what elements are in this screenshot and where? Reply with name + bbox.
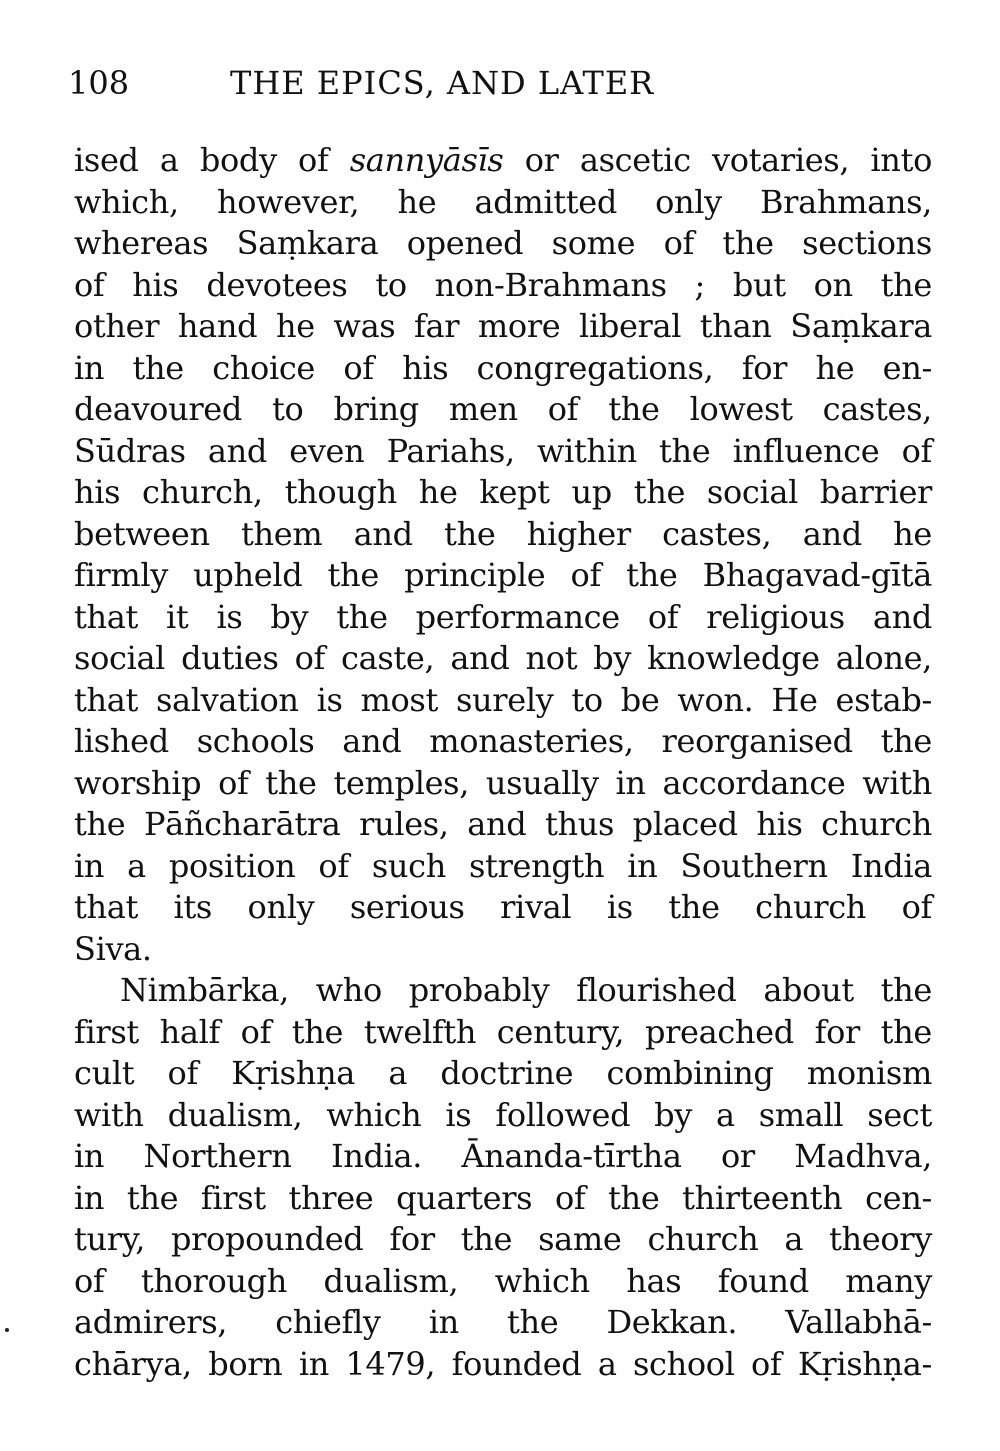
paragraph-end-line: Siva. <box>74 929 152 968</box>
text-line: in the choice of his congregations, for he en- <box>74 348 932 387</box>
text-line: the Pāñcharātra rules, and thus placed his church <box>74 805 932 843</box>
text-line: that it is by the performance of religious and <box>74 597 932 636</box>
text-line: first half of the twelfth century, preached for the <box>74 1012 932 1051</box>
text-line: that salvation is most surely to be won. He estab- <box>74 680 932 719</box>
text-line: deavoured to bring men of the lowest castes, <box>74 390 932 428</box>
text-line: his church, though he kept up the social barrier <box>74 473 932 511</box>
running-header <box>68 58 938 108</box>
text-line: with dualism, which is followed by a small sect <box>74 1095 932 1134</box>
text-line: chārya, born in 1479, founded a school of Kṛishṇa- <box>74 1344 932 1383</box>
text-line: social duties of caste, and not by knowledge alone, <box>74 639 932 677</box>
margin-speck <box>5 1328 9 1332</box>
text-line: in Northern India. Ānanda-tīrtha or Madhva, <box>74 1137 932 1175</box>
text-line: whereas Saṃkara opened some of the sections <box>74 224 932 262</box>
text-line: tury, propounded for the same church a theory <box>74 1220 932 1258</box>
text-line: in a position of such strength in Southern India <box>74 846 932 885</box>
text-line: worship of the temples, usually in accordance with <box>74 763 932 802</box>
text-line: of his devotees to non-Brahmans ; but on the <box>74 265 932 304</box>
text-line: of thorough dualism, which has found many <box>74 1261 932 1300</box>
text-line: in the first three quarters of the thirteenth cen- <box>74 1178 932 1217</box>
text-line: that its only serious rival is the church of <box>74 888 932 926</box>
running-title: THE EPICS, AND LATER <box>230 64 655 102</box>
text-line: other hand he was far more liberal than Saṃkara <box>74 307 932 345</box>
text-line: which, however, he admitted only Brahmans, <box>74 182 932 221</box>
text-line: firmly upheld the principle of the Bhagavad-gītā <box>74 556 932 594</box>
text-line: admirers, chiefly in the Dekkan. Vallabhā- <box>74 1303 932 1341</box>
text-line: lished schools and monasteries, reorganised the <box>74 722 932 760</box>
text-line: between them and the higher castes, and he <box>74 514 932 553</box>
paragraph-start-line: Nimbārka, who probably flourished about the <box>120 971 932 1009</box>
text-line: Sūdras and even Pariahs, within the influence of <box>74 431 932 470</box>
text-line: ised a body of sannyāsīs or ascetic votaries, into <box>74 141 932 179</box>
italic-term: sannyāsīs <box>349 141 504 179</box>
page-number: 108 <box>68 64 130 102</box>
text-line: cult of Kṛishṇa a doctrine combining monism <box>74 1054 932 1092</box>
body-text <box>74 140 932 1385</box>
